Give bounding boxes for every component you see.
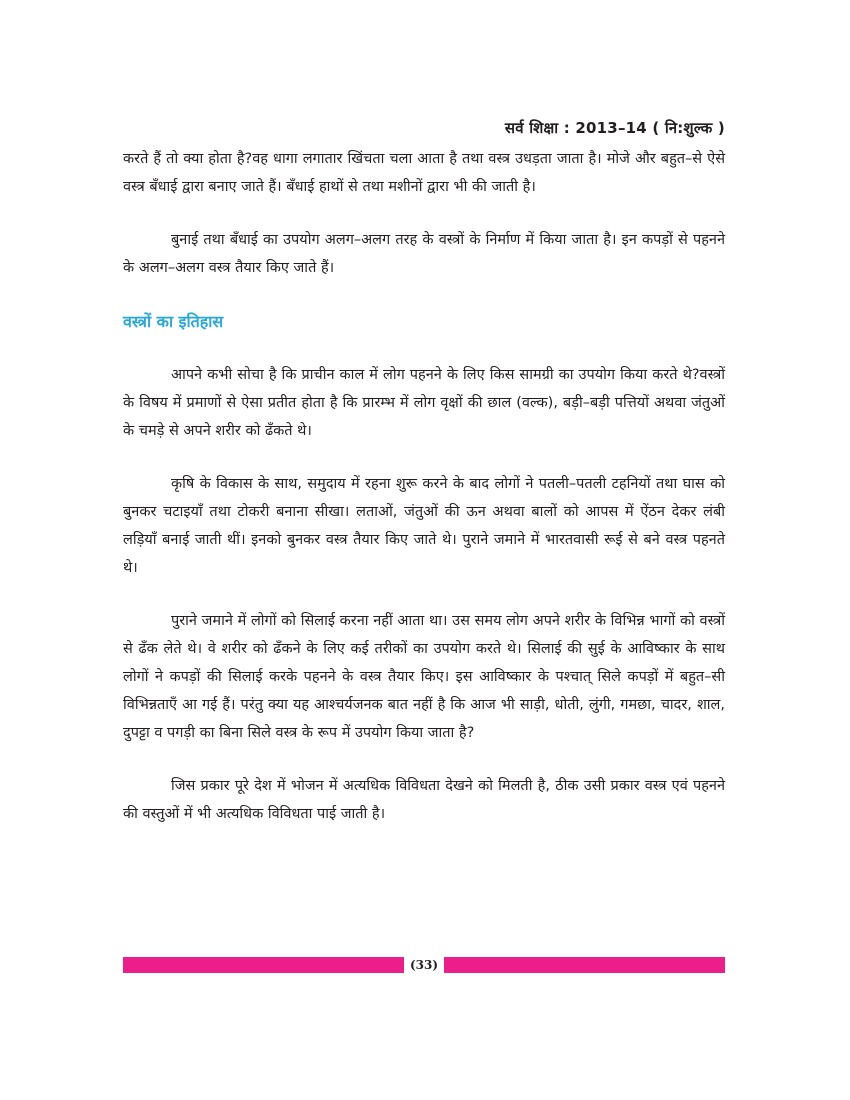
paragraph-agriculture: कृषि के विकास के साथ, समुदाय में रहना शुरू करने के बाद लोगों ने पतली–पतली टहनियों तथा घास को बुनकर चटाइयाँ तथा टोकरी बनाना सीखा। लताओं, जंतुओं की ऊन अथवा बालों को आपस में ऐंठन देकर लंबी लड़ियाँ बनाई जाती थीं। इनको बुनकर वस्त्र तैयार किए जाते थे। पुराने जमाने में भारतवासी रूई से बने वस्त्र पहनते थे। [123,476,725,576]
page-footer [123,956,725,974]
paragraph-continuation: करते हैं तो क्या होता है?वह धागा लगातार खिंचता चला आता है तथा वस्त्र उधड़ता जाता है। मोजे और बहुत–से ऐसे वस्त्र बँधाई द्वारा बनाए जाते हैं। बँधाई हाथों से तथा मशीनों द्वारा भी की जाती है। [123,151,725,195]
page-body [123,145,725,828]
footer-bar-right [444,957,725,973]
section-heading: वस्त्रों का इतिहास [123,312,224,331]
paragraph-weaving-knitting: बुनाई तथा बँधाई का उपयोग अलग–अलग तरह के वस्त्रों के निर्माण में किया जाता है। इन कपड़ों से पहनने के अलग–अलग वस्त्र तैयार किए जाते हैं। [123,232,725,276]
footer-bar-left [123,957,404,973]
page-number: (33) [409,958,439,972]
running-header: सर्व शिक्षा : 2013–14 ( नि:शुल्क ) [504,119,725,137]
paragraph-stitching: पुराने जमाने में लोगों को सिलाई करना नहीं आता था। उस समय लोग अपने शरीर के विभिन्न भागों को वस्त्रों से ढँक लेते थे। वे शरीर को ढँकने के लिए कई तरीकों का उपयोग करते थे। सिलाई की सुई के आविष्कार के साथ लोगों ने कपड़ों की सिलाई करके पहनने के वस्त्र तैयार किए। इस आविष्कार के पश्चात् सिले कपड़ों में बहुत–सी विभिन्नताएँ आ गई हैं। परंतु क्या यह आश्चर्यजनक बात नहीं है कि आज भी साड़ी, धोती, लुंगी, गमछा, चादर, शाल, दुपट्टा व पगड़ी का बिना सिले वस्त्र के रूप में उपयोग किया जाता है? [123,613,725,741]
paragraph-ancient-clothing: आपने कभी सोचा है कि प्राचीन काल में लोग पहनने के लिए किस सामग्री का उपयोग किया करते थे?वस्त्रों के विषय में प्रमाणों से ऐसा प्रतीत होता है कि प्रारम्भ में लोग वृक्षों की छाल (वल्क), बड़ी–बड़ी पत्तियों अथवा जंतुओं के चमड़े से अपने शरीर को ढँकते थे। [123,367,725,439]
paragraph-diversity: जिस प्रकार पूरे देश में भोजन में अत्यधिक विविधता देखने को मिलती है, ठीक उसी प्रकार वस्त्र एवं पहनने की वस्तुओं में भी अत्यधिक विविधता पाई जाती है। [123,778,725,822]
